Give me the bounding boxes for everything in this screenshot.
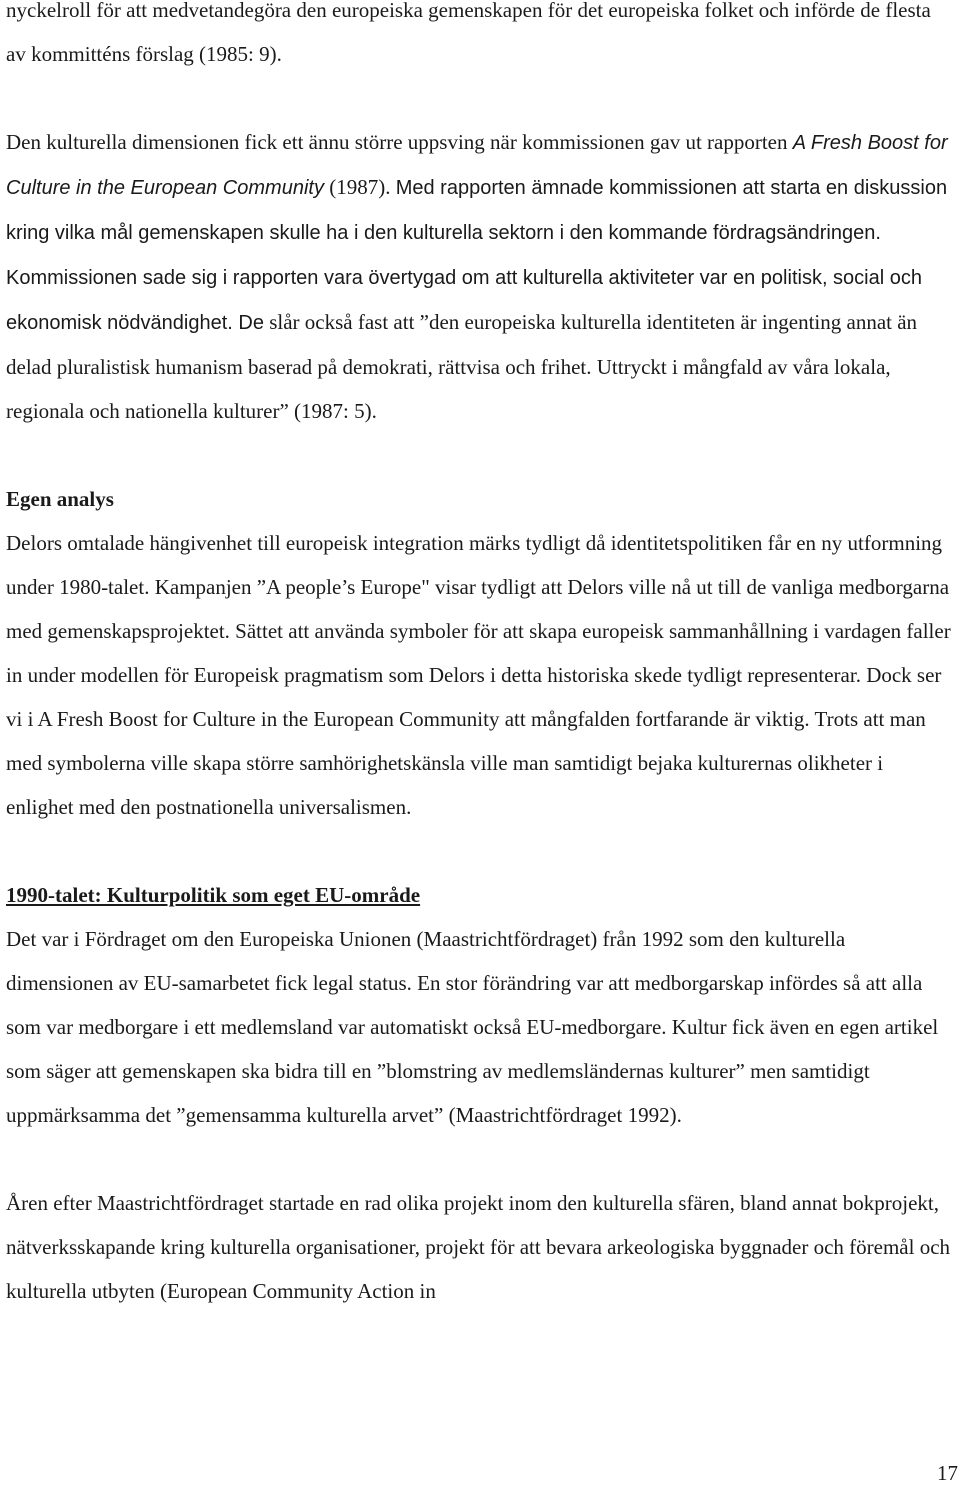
- section-heading-1990-talet-text: 1990-talet: Kulturpolitik som eget EU-område: [6, 883, 421, 907]
- paragraph-intro-text: nyckelroll för att medvetandegöra den europeiska gemenskapen för det europeiska folket och införde de flesta av kommitténs förslag (1985: 9).: [6, 0, 931, 66]
- document-page: [6, 0, 954, 1313]
- paragraph-egen-analys-text: Delors omtalade hängivenhet till europeisk integration märks tydligt då identitetspolitiken får en ny utformning under 1980-talet. Kampanjen ”A people’s Europe" visar tydligt att Delors ville nå ut till de vanliga medborgarna med gemenskapsprojektet. Sättet att använda symboler för att skapa europeisk sammanhållning i vardagen faller in under modellen för Europeisk pragmatism som Delors i detta historiska skede tydligt representerar. Dock ser vi i A Fresh Boost for Culture in the European Community att mångfalden fortfarande är viktig. Trots att man med symbolerna ville skapa större samhörighetskänsla ville man samtidigt bejaka kulturernas olikheter i enlighet med den postnationella universalismen.: [6, 531, 951, 819]
- paragraph-fresh-boost-sans: Med rapporten ämnade kommissionen att starta en diskussion kring vilka mål gemenskapen skulle ha i den kulturella sektorn i den kommande fördragsändringen. Kommissionen sade sig i rapporten vara övertygad om att kulturella aktiviteter var en politisk, social och ekonomisk nödvändighet. De: [6, 177, 948, 334]
- section-heading-1990-talet: [6, 873, 954, 917]
- paragraph-fresh-boost-lead: Den kulturella dimensionen fick ett ännu större uppsving när kommissionen gav ut rapporten: [6, 130, 793, 154]
- paragraph-gap: [6, 433, 954, 477]
- paragraph-intro: [6, 0, 954, 76]
- paragraph-maastricht-text: Det var i Fördraget om den Europeiska Unionen (Maastrichtfördraget) från 1992 som den kulturella dimensionen av EU-samarbetet fick legal status. En stor förändring var att medborgarskap infördes så att alla som var medborgare i ett medlemsland var automatiskt också EU-medborgare. Kultur fick även en egen artikel som säger att gemenskapen ska bidra till en ”blomstring av medlemsländernas kulturer” men samtidigt uppmärksamma det ”gemensamma kulturella arvet” (Maastrichtfördraget 1992).: [6, 927, 939, 1127]
- page-number: 17: [937, 1461, 958, 1485]
- paragraph-gap: [6, 829, 954, 873]
- section-heading-egen-analys: Egen analys: [6, 487, 114, 511]
- paragraph-gap: [6, 1137, 954, 1181]
- paragraph-egen-analys: [6, 521, 954, 829]
- paragraph-aren-efter-text: Åren efter Maastrichtfördraget startade en rad olika projekt inom den kulturella sfären, bland annat bokprojekt, nätverksskapande kring kulturella organisationer, projekt för att bevara arkeologiska byggnader och föremål och kulturella utbyten (European Community Action in: [6, 1191, 951, 1303]
- report-year: (1987).: [323, 175, 396, 199]
- paragraph-aren-efter: [6, 1181, 954, 1313]
- report-title: A Fresh Boost for Culture in the European Community: [6, 132, 948, 199]
- paragraph-fresh-boost: [6, 120, 954, 433]
- paragraph-maastricht: [6, 917, 954, 1137]
- paragraph-gap: [6, 76, 954, 120]
- paragraph-fresh-boost-rest: slår också fast att ”den europeiska kulturella identiteten är ingenting annat än delad pluralistisk humanism baserad på demokrati, rättvisa och frihet. Uttryckt i mångfald av våra lokala, regionala och nationella kulturer” (1987: 5).: [6, 310, 918, 423]
